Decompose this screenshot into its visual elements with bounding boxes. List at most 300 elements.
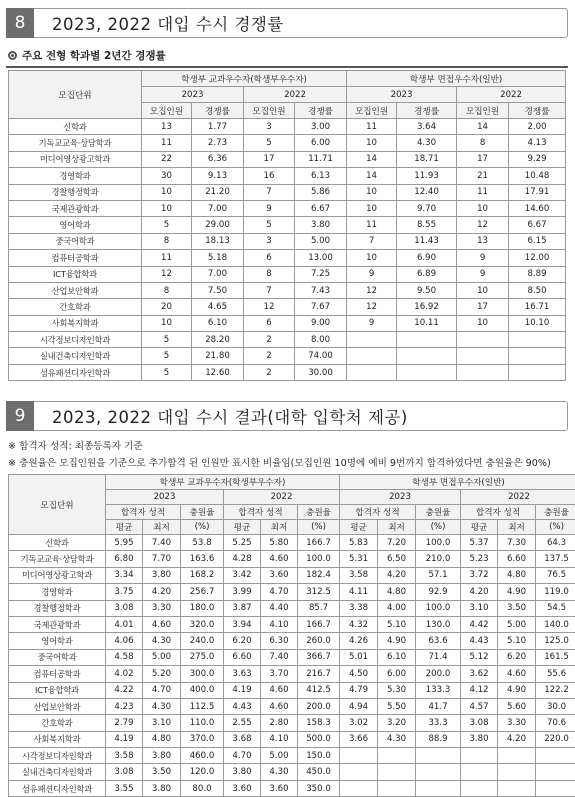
value-cell: 57.1 [416,567,461,583]
bullet-circle-icon [8,51,17,60]
header-fill: 충원율 [181,505,224,520]
value-cell: 500.0 [298,731,340,747]
header-recruit: 모집인원 [457,103,509,119]
value-cell: 5.00 [261,748,298,764]
value-cell: 3.60 [261,567,298,583]
value-cell: 13 [457,233,509,249]
value-cell: 11.93 [397,168,457,184]
value-cell [509,332,566,348]
value-cell [457,332,509,348]
dept-cell: 경찰행정학과 [9,184,142,200]
value-cell: 17.91 [509,184,566,200]
table-row [9,315,566,331]
table-row [9,184,566,200]
value-cell: 3.60 [224,780,261,796]
value-cell: 3.80 [143,567,181,583]
value-cell: 2 [244,332,295,348]
value-cell [509,348,566,364]
dept-cell: 영어학과 [9,633,106,649]
competition-rate-body [9,119,566,381]
value-cell: 12 [347,299,397,315]
value-cell: 12.40 [397,184,457,200]
value-cell: 92.9 [416,584,461,600]
value-cell: 8.89 [509,266,566,282]
table-row [9,168,566,184]
header-year: 2022 [457,87,566,103]
header-group-a: 학생부 교과우수자(학생부우수자) [106,475,340,490]
table-row [9,567,575,583]
value-cell: 9.13 [192,168,244,184]
value-cell: 7 [244,282,295,298]
header-group-a: 학생부 교과우수자(학생부우수자) [142,71,347,87]
value-cell [498,780,536,796]
value-cell: 4.94 [340,698,378,714]
value-cell: 3.58 [106,748,143,764]
value-cell: 10 [142,184,192,200]
value-cell: 4.02 [106,666,143,682]
value-cell: 3.02 [340,715,378,731]
value-cell: 125.0 [536,633,575,649]
value-cell: 10 [347,135,397,151]
value-cell: 10.11 [397,315,457,331]
header-pct: (%) [416,520,461,535]
value-cell: 220.0 [536,731,575,747]
value-cell: 2.79 [106,715,143,731]
value-cell: 4.28 [224,551,261,567]
value-cell: 17 [244,151,295,167]
header-year: 2023 [142,87,244,103]
value-cell: 4.42 [461,616,498,632]
value-cell: 350.0 [298,780,340,796]
table-row [9,217,566,233]
value-cell: 10 [347,200,397,216]
value-cell: 10 [142,200,192,216]
value-cell: 4.80 [143,731,181,747]
header-year: 2023 [340,490,461,505]
header-score: 합격자 성적 [461,505,536,520]
value-cell [340,780,378,796]
value-cell: 210.0 [416,551,461,567]
value-cell [378,780,416,796]
dept-cell: 시각정보디자인학과 [9,748,106,764]
table-row [9,633,575,649]
value-cell: 370.0 [181,731,224,747]
value-cell: 4.60 [143,616,181,632]
value-cell: 3.62 [461,666,498,682]
dept-cell: 경영학과 [9,584,106,600]
value-cell: 10 [457,200,509,216]
value-cell [347,348,397,364]
dept-cell: 섬유패션디자인학과 [9,780,106,796]
value-cell: 4.32 [340,616,378,632]
value-cell: 3.50 [143,764,181,780]
value-cell: 9.70 [397,200,457,216]
value-cell: 9 [457,250,509,266]
value-cell: 64.3 [536,535,575,551]
value-cell: 2.73 [192,135,244,151]
table-row [9,151,566,167]
header-dept: 모집단위 [9,71,142,119]
value-cell: 4.20 [498,731,536,747]
value-cell: 70.6 [536,715,575,731]
value-cell: 3.30 [143,600,181,616]
value-cell: 4.90 [498,682,536,698]
value-cell: 6.00 [295,135,347,151]
value-cell: 4.60 [261,682,298,698]
value-cell: 28.20 [192,332,244,348]
table-row [9,348,566,364]
value-cell: 8.00 [295,332,347,348]
dept-cell: 중국어학과 [9,649,106,665]
value-cell: 5.00 [143,649,181,665]
value-cell: 4.19 [224,682,261,698]
value-cell: 3.80 [143,748,181,764]
value-cell: 21.80 [192,348,244,364]
value-cell: 110.0 [181,715,224,731]
value-cell: 3.42 [224,567,261,583]
value-cell: 30.00 [295,364,347,380]
dept-cell: 실내건축디자인학과 [9,348,142,364]
value-cell: 4.80 [378,584,416,600]
value-cell: 112.5 [181,698,224,714]
header-score: 합격자 성적 [224,505,298,520]
value-cell: 168.2 [181,567,224,583]
section-8-rule [6,66,568,68]
value-cell: 5.86 [295,184,347,200]
value-cell: 3.10 [143,715,181,731]
value-cell: 6 [244,315,295,331]
table-row [9,233,566,249]
value-cell: 5 [142,364,192,380]
value-cell: 158.3 [298,715,340,731]
value-cell: 3.10 [461,600,498,616]
dept-cell: ICT융합학과 [9,266,142,282]
value-cell: 6.20 [224,633,261,649]
value-cell: 3.80 [143,780,181,796]
value-cell: 3 [244,119,295,135]
value-cell: 4.30 [378,731,416,747]
dept-cell: 사회복지학과 [9,731,106,747]
value-cell: 3.20 [378,715,416,731]
value-cell: 4.70 [224,748,261,764]
table-row [9,250,566,266]
value-cell: 7.00 [192,200,244,216]
value-cell: 5.60 [498,698,536,714]
value-cell: 120.0 [181,764,224,780]
value-cell: 6.67 [295,200,347,216]
dept-cell: 기독교교육·상담학과 [9,135,142,151]
header-rate: 경쟁률 [509,103,566,119]
value-cell: 5.50 [378,698,416,714]
value-cell: 11 [142,135,192,151]
value-cell: 9.50 [397,282,457,298]
value-cell: 3.08 [106,600,143,616]
dept-cell: 국제관광학과 [9,200,142,216]
value-cell [397,332,457,348]
value-cell: 3.94 [224,616,261,632]
table-row [9,600,575,616]
table-row [9,535,575,551]
table-row [9,748,575,764]
value-cell [457,364,509,380]
value-cell: 9 [457,266,509,282]
value-cell: 6.89 [397,266,457,282]
value-cell: 137.5 [536,551,575,567]
value-cell: 4.13 [509,135,566,151]
dept-cell: 컴퓨터공학과 [9,666,106,682]
value-cell: 7 [347,233,397,249]
value-cell [536,780,575,796]
table-row [9,698,575,714]
value-cell: 5.23 [461,551,498,567]
value-cell: 17 [457,299,509,315]
value-cell: 6.00 [378,666,416,682]
header-avg: 평균 [340,520,378,535]
value-cell: 216.7 [298,666,340,682]
dept-cell: 간호학과 [9,299,142,315]
admission-result-body [9,535,575,797]
dept-cell: 영어학과 [9,217,142,233]
value-cell: 240.0 [181,633,224,649]
value-cell: 16.92 [397,299,457,315]
value-cell: 11 [457,184,509,200]
value-cell [416,764,461,780]
value-cell: 9 [244,200,295,216]
value-cell [416,748,461,764]
header-avg: 평균 [461,520,498,535]
value-cell: 122.2 [536,682,575,698]
dept-cell: 컴퓨터공학과 [9,250,142,266]
value-cell: 71.4 [416,649,461,665]
value-cell: 5.00 [498,616,536,632]
admission-result-table [8,474,575,797]
value-cell: 4.10 [261,616,298,632]
value-cell: 76.5 [536,567,575,583]
value-cell: 366.7 [298,649,340,665]
value-cell: 7.30 [498,535,536,551]
header-pct: (%) [536,520,575,535]
dept-cell: 산업보안학과 [9,698,106,714]
value-cell [536,748,575,764]
value-cell: 9.29 [509,151,566,167]
value-cell: 200.0 [416,666,461,682]
section-8-title: 2023, 2022 대입 수시 경쟁률 [52,11,284,35]
value-cell: 55.6 [536,666,575,682]
table-row [9,682,575,698]
value-cell [378,764,416,780]
value-cell: 3.99 [224,584,261,600]
value-cell [461,748,498,764]
value-cell: 412.5 [298,682,340,698]
value-cell: 4.30 [143,633,181,649]
value-cell: 119.0 [536,584,575,600]
dept-cell: 미디어영상광고학과 [9,567,106,583]
value-cell [347,364,397,380]
header-rate: 경쟁률 [397,103,457,119]
section-8-subtitle-text: 주요 전형 학과별 2년간 경쟁률 [22,48,166,63]
value-cell: 6.50 [378,551,416,567]
value-cell: 12.60 [192,364,244,380]
table-row [9,119,566,135]
value-cell: 6.10 [192,315,244,331]
header-fill: 충원율 [298,505,340,520]
value-cell: 7.40 [261,649,298,665]
value-cell: 5 [244,217,295,233]
value-cell: 100.0 [416,600,461,616]
value-cell: 6.90 [397,250,457,266]
value-cell: 3.58 [340,567,378,583]
value-cell: 4.65 [192,299,244,315]
value-cell: 4.60 [261,551,298,567]
value-cell: 5.10 [498,633,536,649]
dept-cell: 섬유패션디자인학과 [9,364,142,380]
value-cell: 11 [142,250,192,266]
value-cell: 2.80 [261,715,298,731]
value-cell: 2 [244,364,295,380]
value-cell: 6.60 [498,551,536,567]
header-group-b: 학생부 면접우수자(일반) [347,71,566,87]
table-row [9,715,575,731]
value-cell: 8 [142,282,192,298]
header-avg: 평균 [106,520,143,535]
value-cell [509,364,566,380]
value-cell: 4.10 [261,731,298,747]
dept-cell: 경영학과 [9,168,142,184]
table-row [9,282,566,298]
section-9-title: 2023, 2022 대입 수시 결과(대학 입학처 제공) [52,404,408,428]
dept-cell: 경찰행정학과 [9,600,106,616]
value-cell: 5.37 [461,535,498,551]
value-cell: 4.40 [261,600,298,616]
value-cell: 4.79 [340,682,378,698]
value-cell: 6.13 [295,168,347,184]
value-cell: 5.95 [106,535,143,551]
header-rate: 경쟁률 [295,103,347,119]
value-cell: 4.19 [106,731,143,747]
value-cell: 166.7 [298,535,340,551]
value-cell [397,348,457,364]
value-cell: 7.50 [192,282,244,298]
dept-cell: 신학과 [9,119,142,135]
value-cell [461,764,498,780]
header-dept: 모집단위 [9,475,106,535]
header-pct: (%) [298,520,340,535]
value-cell: 18.71 [397,151,457,167]
value-cell: 20 [142,299,192,315]
header-recruit: 모집인원 [347,103,397,119]
value-cell: 10.10 [509,315,566,331]
value-cell: 260.0 [298,633,340,649]
value-cell: 5 [142,217,192,233]
value-cell [461,780,498,796]
header-recruit: 모집인원 [244,103,295,119]
table-row [9,616,575,632]
value-cell: 166.7 [298,616,340,632]
header-avg: 평균 [224,520,261,535]
value-cell: 140.0 [536,616,575,632]
value-cell: 100.0 [298,551,340,567]
section-8-header [6,8,568,38]
value-cell: 7.43 [295,282,347,298]
value-cell: 161.5 [536,649,575,665]
value-cell: 4.22 [106,682,143,698]
value-cell: 275.0 [181,649,224,665]
header-score: 합격자 성적 [340,505,416,520]
table-row [9,266,566,282]
table-row [9,299,566,315]
section-9-header [6,401,568,431]
dept-cell: 시각정보디자인학과 [9,332,142,348]
value-cell: 5.31 [340,551,378,567]
value-cell: 14 [457,119,509,135]
value-cell: 6.20 [498,649,536,665]
table-row [9,364,566,380]
value-cell: 16 [244,168,295,184]
header-fill: 충원율 [536,505,575,520]
value-cell: 6 [244,250,295,266]
value-cell: 312.5 [298,584,340,600]
value-cell: 74.00 [295,348,347,364]
value-cell: 6.80 [106,551,143,567]
value-cell: 33.3 [416,715,461,731]
value-cell: 4.12 [461,682,498,698]
value-cell: 320.0 [181,616,224,632]
value-cell: 150.0 [298,748,340,764]
value-cell: 3.66 [340,731,378,747]
value-cell: 13 [142,119,192,135]
value-cell: 14 [347,168,397,184]
value-cell: 4.30 [261,764,298,780]
table-row [9,551,575,567]
value-cell: 4.90 [378,633,416,649]
value-cell: 4.57 [461,698,498,714]
value-cell: 460.0 [181,748,224,764]
value-cell: 7.00 [192,266,244,282]
value-cell: 133.3 [416,682,461,698]
table-row [9,649,575,665]
section-9-number: 9 [6,401,34,431]
value-cell: 6.30 [261,633,298,649]
header-pct: (%) [181,520,224,535]
value-cell: 30.0 [536,698,575,714]
value-cell: 4.58 [106,649,143,665]
value-cell: 5.00 [295,233,347,249]
value-cell: 256.7 [181,584,224,600]
value-cell: 5.18 [192,250,244,266]
value-cell: 54.5 [536,600,575,616]
value-cell: 5.25 [224,535,261,551]
header-fill: 충원율 [416,505,461,520]
value-cell: 4.11 [340,584,378,600]
value-cell: 5.20 [143,666,181,682]
value-cell: 11 [347,217,397,233]
value-cell [347,332,397,348]
value-cell: 6.36 [192,151,244,167]
value-cell: 2 [244,348,295,364]
value-cell: 5 [142,348,192,364]
value-cell: 12.00 [509,250,566,266]
value-cell: 3.55 [106,780,143,796]
table-row [9,584,575,600]
value-cell: 4.00 [378,600,416,616]
value-cell: 3.80 [224,764,261,780]
value-cell [536,764,575,780]
value-cell [340,764,378,780]
value-cell: 180.0 [181,600,224,616]
value-cell: 41.7 [416,698,461,714]
value-cell: 450.0 [298,764,340,780]
value-cell: 8.50 [509,282,566,298]
